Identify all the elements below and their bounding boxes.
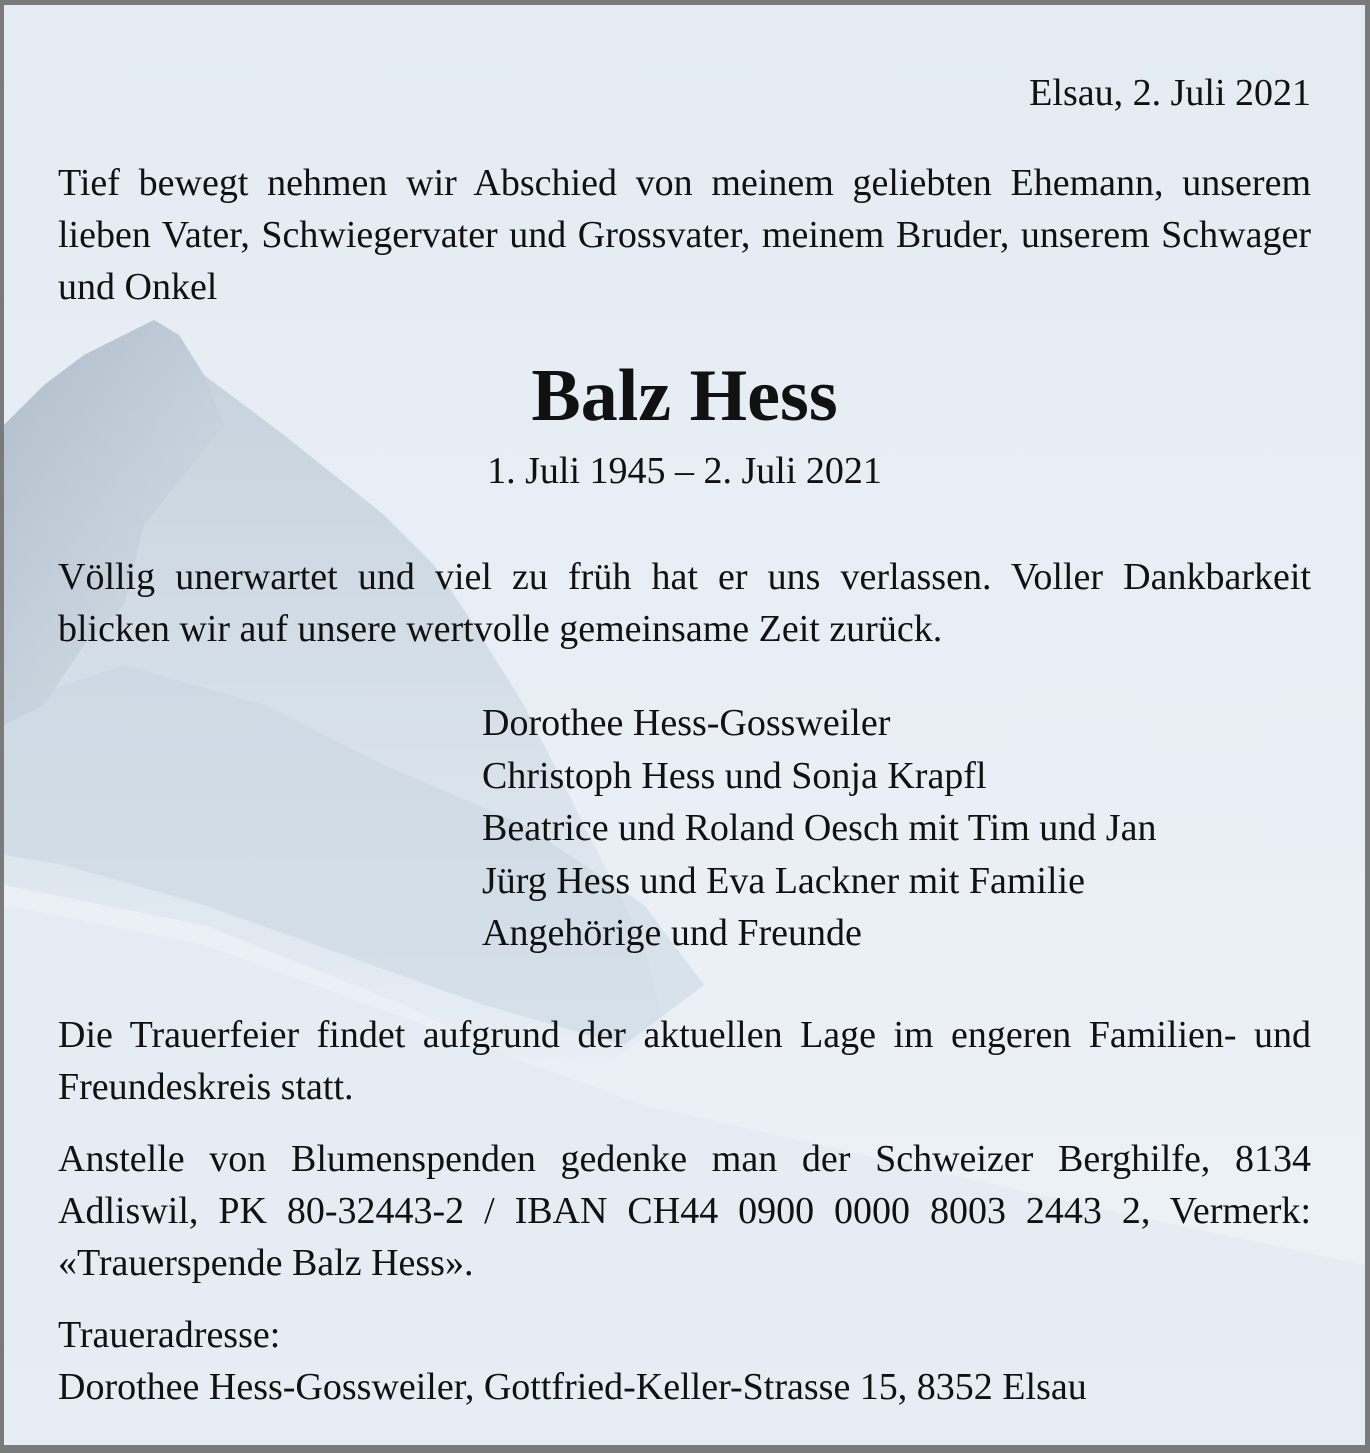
mourner-line: Angehörige und Freunde: [482, 912, 862, 954]
place-date: Elsau, 2. Juli 2021: [1029, 72, 1311, 114]
intro-paragraph: Tief bewegt nehmen wir Abschied von meinem geliebten Ehemann, unserem lieben Vater, Schwiegervater und Grossvater, meinem Bruder, unserem Schwager und Onkel: [58, 162, 1311, 308]
ceremony-paragraph: Die Trauerfeier findet aufgrund der aktuellen Lage im engeren Familien- und Freundeskreis statt.: [58, 1014, 1311, 1108]
mourner-line: Jürg Hess und Eva Lackner mit Familie: [482, 859, 1085, 902]
notice-text: [4, 5, 1365, 1445]
address-line: Dorothee Hess-Gossweiler, Gottfried-Keller-Strasse 15, 8352 Elsau: [58, 1366, 1087, 1408]
address-label: Traueradresse:: [58, 1314, 281, 1356]
donation-paragraph: Anstelle von Blumenspenden gedenke man der Schweizer Berghilfe, 8134 Adliswil, PK 80-32443-2 / IBAN CH44 0900 0000 8003 2443 2, Vermerk: «Trauerspende Balz Hess».: [58, 1138, 1311, 1284]
obituary-card: [4, 5, 1365, 1445]
mourners-list: [482, 697, 1156, 960]
lifespan-dates: 1. Juli 1945 – 2. Juli 2021: [487, 450, 882, 492]
mourner-line: Beatrice und Roland Oesch mit Tim und Jan: [482, 807, 1157, 849]
message-paragraph: Völlig unerwartet und viel zu früh hat er uns verlassen. Voller Dankbarkeit blicken wir auf unsere wertvolle gemeinsame Zeit zurück.: [58, 556, 1311, 650]
mourner-line: Dorothee Hess-Gossweiler: [482, 702, 891, 744]
deceased-name: Balz Hess: [531, 355, 838, 437]
mourner-line: Christoph Hess und Sonja Krapfl: [482, 754, 987, 797]
